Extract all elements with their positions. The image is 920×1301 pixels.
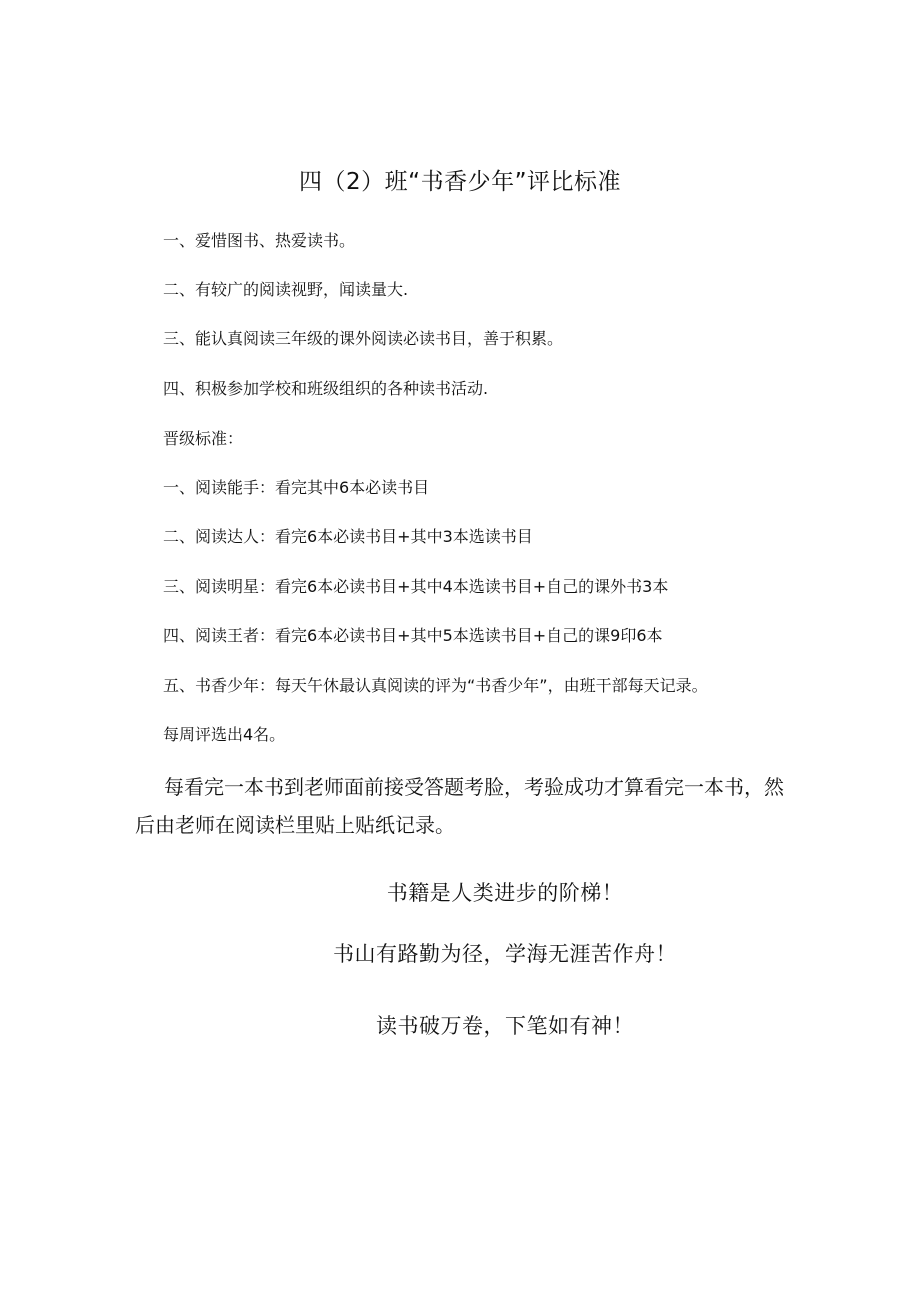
criterion-item: 三、能认真阅读三年级的课外阅读必读书目，善于积累。	[163, 329, 564, 348]
motto-line: 书籍是人类进步的阶梯！	[386, 881, 624, 905]
criterion-item: 二、有较广的阅读视野，闻读量大.	[163, 280, 409, 299]
promotion-heading: 晋级标准：	[163, 429, 244, 448]
criterion-item: 一、爱惜图书、热爱读书。	[163, 231, 356, 250]
level-item: 三、阅读明星：看完6本必读书目+其中4本选读书目+自己的课外书3本	[163, 577, 669, 596]
level-item: 二、阅读达人：看完6本必读书目+其中3本选读书目	[163, 527, 533, 546]
motto-line: 书山有路勤为径，学海无涯苦作舟！	[333, 942, 677, 966]
body-paragraph: 每看完一本书到老师面前接受答题考脸，考验成功才算看完一本书，然后由老师在阅读栏里贴上贴纸记录。	[135, 775, 784, 837]
document-title: 四（2）班“书香少年”评比标准	[299, 169, 621, 195]
weekly-note: 每周评选出4名。	[163, 725, 286, 744]
motto-line: 读书破万卷，下笔如有神！	[376, 1014, 634, 1038]
level-item: 五、书香少年：每天午休最认真阅读的评为“书香少年”，由班干部每天记录。	[163, 676, 708, 695]
criterion-item: 四、积极参加学校和班级组织的各种读书活动.	[163, 379, 489, 398]
level-item: 一、阅读能手：看完其中6本必读书目	[163, 478, 430, 497]
level-item: 四、阅读王者：看完6本必读书目+其中5本选读书目+自己的课9印6本	[163, 626, 663, 645]
